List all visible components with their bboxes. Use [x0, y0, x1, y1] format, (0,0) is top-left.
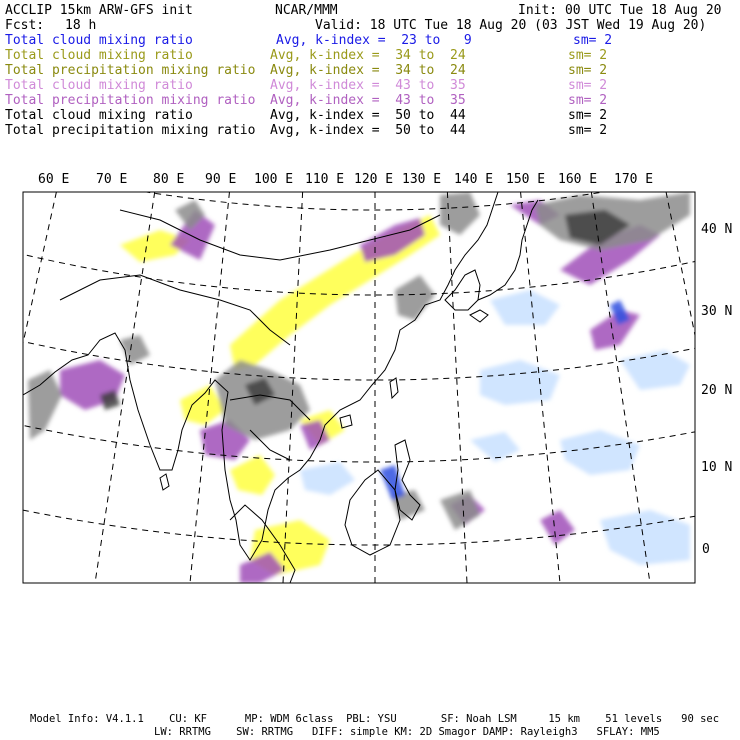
field-k-index-range: Avg, k-index = 34 to 24	[270, 63, 466, 78]
lon-label-90e: 90 E	[205, 172, 237, 187]
center-label: NCAR/MMM	[275, 3, 338, 18]
field-k-index-range: Avg, k-index = 50 to 44	[270, 123, 466, 138]
lon-label-130e: 130 E	[402, 172, 442, 187]
lon-label-160e: 160 E	[558, 172, 598, 187]
field-name: Total cloud mixing ratio	[5, 33, 193, 48]
field-name: Total cloud mixing ratio	[5, 108, 193, 123]
lat-label-20n: 20 N	[701, 383, 733, 398]
field-name: Total cloud mixing ratio	[5, 78, 193, 93]
model-info-line1: Model Info: V4.1.1 CU: KF MP: WDM 6class PBL: YSU SF: Noah LSM 15 km 51 levels 90 sec	[30, 713, 720, 725]
lon-label-100e: 100 E	[254, 172, 294, 187]
field-smoothing: sm= 2	[568, 108, 608, 123]
lon-label-170e: 170 E	[614, 172, 654, 187]
field-smoothing: sm= 2	[568, 123, 608, 138]
field-k-index-range: Avg, k-index = 34 to 24	[270, 48, 466, 63]
valid-time: Valid: 18 UTC Tue 18 Aug 20 (03 JST Wed 19 Aug 20)	[315, 18, 707, 33]
lon-label-150e: 150 E	[506, 172, 546, 187]
field-smoothing: sm= 2	[568, 63, 608, 78]
lat-label-10n: 10 N	[701, 460, 733, 475]
field-name: Total cloud mixing ratio	[5, 48, 193, 63]
field-k-index-range: Avg, k-index = 43 to 35	[270, 78, 466, 93]
lon-label-80e: 80 E	[153, 172, 185, 187]
lon-label-60e: 60 E	[38, 172, 70, 187]
lat-label-40n: 40 N	[701, 222, 733, 237]
field-smoothing: sm= 2	[573, 33, 613, 48]
model-title: ACCLIP 15km ARW-GFS init	[5, 3, 193, 18]
lon-label-110e: 110 E	[305, 172, 345, 187]
forecast-hours: 18 h	[65, 18, 97, 33]
field-k-index-range: Avg, k-index = 50 to 44	[270, 108, 466, 123]
init-time: Init: 00 UTC Tue 18 Aug 20	[518, 3, 722, 18]
field-name: Total precipitation mixing ratio	[5, 63, 256, 78]
field-smoothing: sm= 2	[568, 48, 608, 63]
lon-label-70e: 70 E	[96, 172, 128, 187]
lon-label-140e: 140 E	[454, 172, 494, 187]
field-k-index-range: Avg, k-index = 23 to 9	[276, 33, 472, 48]
lon-label-120e: 120 E	[354, 172, 394, 187]
field-k-index-range: Avg, k-index = 43 to 35	[270, 93, 466, 108]
lat-label-equator: 0	[702, 542, 710, 557]
field-name: Total precipitation mixing ratio	[5, 93, 256, 108]
field-smoothing: sm= 2	[568, 93, 608, 108]
lat-label-30n: 30 N	[701, 304, 733, 319]
model-info-line2: LW: RRTMG SW: RRTMG DIFF: simple KM: 2D Smagor DAMP: Rayleigh3 SFLAY: MM5	[154, 726, 660, 738]
field-name: Total precipitation mixing ratio	[5, 123, 256, 138]
field-smoothing: sm= 2	[568, 78, 608, 93]
forecast-label: Fcst:	[5, 18, 45, 33]
